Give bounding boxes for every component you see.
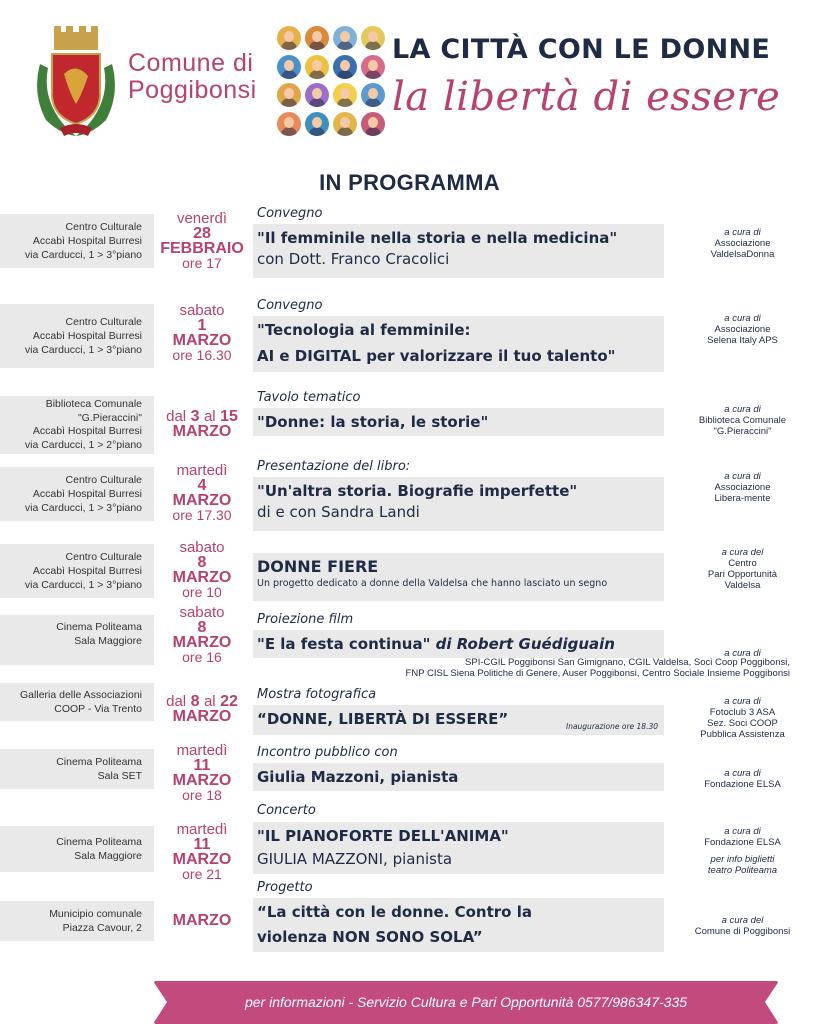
coat-of-arms-logo (30, 24, 122, 140)
event-title: DONNE FIERE (257, 557, 379, 576)
event-organizer: a cura di Associazione Selena Italy APS (707, 313, 778, 346)
portrait (305, 26, 329, 50)
event-category: Tavolo tematico (257, 390, 361, 405)
event-category: Mostra fotografica (257, 687, 377, 702)
event-box (253, 705, 664, 735)
event-description: Un progetto dedicato a donne della Valdelsa che hanno lasciato un segno (257, 578, 608, 589)
event-box (253, 316, 664, 372)
event-organizer: a cura del Centro Pari Opportunità Valdelsa (707, 547, 778, 591)
portrait (277, 26, 301, 50)
event-title: Giulia Mazzoni, pianista (257, 768, 459, 786)
event-category: Concerto (257, 803, 316, 818)
event-organizer: a cura di Associazione ValdelsaDonna (710, 227, 775, 260)
event-date: venerdì 28 FEBBRAIO ore 17 (160, 210, 244, 271)
event-date: sabato 1 MARZO ore 16.30 (172, 302, 232, 363)
event-date: martedì 4 MARZO ore 17.30 (172, 462, 232, 523)
event-title: "Tecnologia al femminile: (257, 321, 471, 339)
event-category: Progetto (257, 880, 313, 895)
event-organizer: a cura di Fondazione ELSA per info biglietti teatro Politeama (704, 826, 781, 876)
women-portraits-illustration (277, 26, 387, 136)
event-box (253, 224, 664, 278)
event-title: "E la festa continua" di Robert Guédiguain (257, 635, 615, 653)
portrait (305, 112, 329, 136)
portrait (305, 55, 329, 79)
event-subtitle: GIULIA MAZZONI, pianista (257, 850, 453, 868)
event-title-line-2: AI e DIGITAL per valorizzare il tuo talento" (257, 347, 616, 365)
event-organizer: a cura di (724, 648, 761, 659)
event-organizer: a cura del Comune di Poggibonsi (694, 915, 791, 937)
event-organizer: a cura di Fotoclub 3 ASA Sez. Soci COOP Pubblica Assistenza (700, 696, 785, 740)
event-venue: Biblioteca Comunale "G.Pieraccini" Accabì Hospital Burresi via Carducci, 1 > 2°piano (0, 396, 154, 454)
event-title: “La città con le donne. Contro la (257, 903, 532, 921)
portrait (277, 83, 301, 107)
event-organizer: a cura di Fondazione ELSA (704, 768, 781, 790)
event-venue: Municipio comunale Piazza Cavour, 2 (0, 901, 154, 941)
event-category: Incontro pubblico con (257, 745, 398, 760)
event-box (253, 553, 664, 601)
event-date: martedì 11 MARZO ore 18 (172, 742, 232, 803)
portrait (277, 112, 301, 136)
event-subtitle: con Dott. Franco Cracolici (257, 250, 450, 268)
event-organizer: a cura di Associazione Libera-mente (714, 471, 771, 504)
event-category: Proiezione film (257, 612, 354, 627)
portrait (333, 83, 357, 107)
event-category: Presentazione del libro: (257, 459, 411, 474)
event-title: "Donne: la storia, le storie" (257, 413, 489, 431)
event-venue: Galleria delle Associazioni COOP - Via Trento (0, 683, 154, 721)
event-box (253, 822, 664, 874)
event-box (253, 898, 664, 952)
event-venue: Centro Culturale Accabì Hospital Burresi via Carducci, 1 > 3°piano (0, 214, 154, 268)
event-venue: Cinema Politeama Sala Maggiore (0, 615, 154, 665)
event-title: "Il femminile nella storia e nella medicina" (257, 229, 618, 247)
event-title: "Un'altra storia. Biografie imperfette" (257, 482, 578, 500)
comune-line-2: Poggibonsi (128, 76, 257, 104)
portrait (333, 112, 357, 136)
event-title-line-2: violenza NON SONO SOLA” (257, 928, 483, 946)
portrait (277, 55, 301, 79)
event-box (253, 630, 664, 658)
event-venue: Cinema Politeama Sala SET (0, 749, 154, 789)
event-date: dal 3 al 15 MARZO (166, 408, 238, 440)
event-category: Convegno (257, 206, 323, 221)
comune-line-1: Comune di (128, 49, 254, 77)
portrait (361, 26, 385, 50)
portrait (333, 55, 357, 79)
portrait (361, 112, 385, 136)
event-venue: Centro Culturale Accabì Hospital Burresi via Carducci, 1 > 3°piano (0, 304, 154, 368)
event-sponsors: SPI-CGIL Poggibonsi San Gimignano, CGIL Valdelsa, Soci Coop Poggibonsi, FNP CISL Siena Politiche di Genere, Auser Poggibonsi, Centro Sociale Insieme Poggibonsi (405, 657, 790, 679)
comune-wordmark (128, 50, 257, 104)
portrait (361, 83, 385, 107)
portrait (305, 83, 329, 107)
section-title: IN PROGRAMMA (319, 170, 500, 195)
event-organizer: a cura di Biblioteca Comunale "G.Pieraccini" (698, 404, 787, 437)
event-venue: Cinema Politeama Sala Maggiore (0, 826, 154, 872)
event-date: martedì 11 MARZO ore 21 (172, 821, 232, 882)
info-footer-banner: per informazioni - Servizio Cultura e Pari Opportunità 0577/986347-335 (154, 981, 778, 1024)
event-date: dal 8 al 22 MARZO (166, 693, 238, 725)
main-title: LA CITTÀ CON LE DONNE (392, 34, 771, 65)
event-date: sabato 8 MARZO ore 16 (172, 604, 232, 665)
event-date: sabato 8 MARZO ore 10 (172, 539, 232, 600)
event-subtitle: di e con Sandra Landi (257, 503, 420, 521)
event-note: Inaugurazione ore 18.30 (565, 722, 658, 731)
event-title: “DONNE, LIBERTÀ DI ESSERE” (257, 710, 509, 728)
event-title: "IL PIANOFORTE DELL'ANIMA" (257, 827, 509, 845)
event-box (253, 477, 664, 531)
event-category: Convegno (257, 298, 323, 313)
main-subtitle: la libertà di essere (392, 74, 781, 120)
event-venue: Centro Culturale Accabì Hospital Burresi via Carducci, 1 > 3°piano (0, 467, 154, 521)
portrait (361, 55, 385, 79)
portrait (333, 26, 357, 50)
event-box (253, 763, 664, 791)
event-box (253, 408, 664, 436)
event-date: MARZO (172, 912, 232, 929)
event-venue: Centro Culturale Accabì Hospital Burresi via Carducci, 1 > 3°piano (0, 544, 154, 598)
